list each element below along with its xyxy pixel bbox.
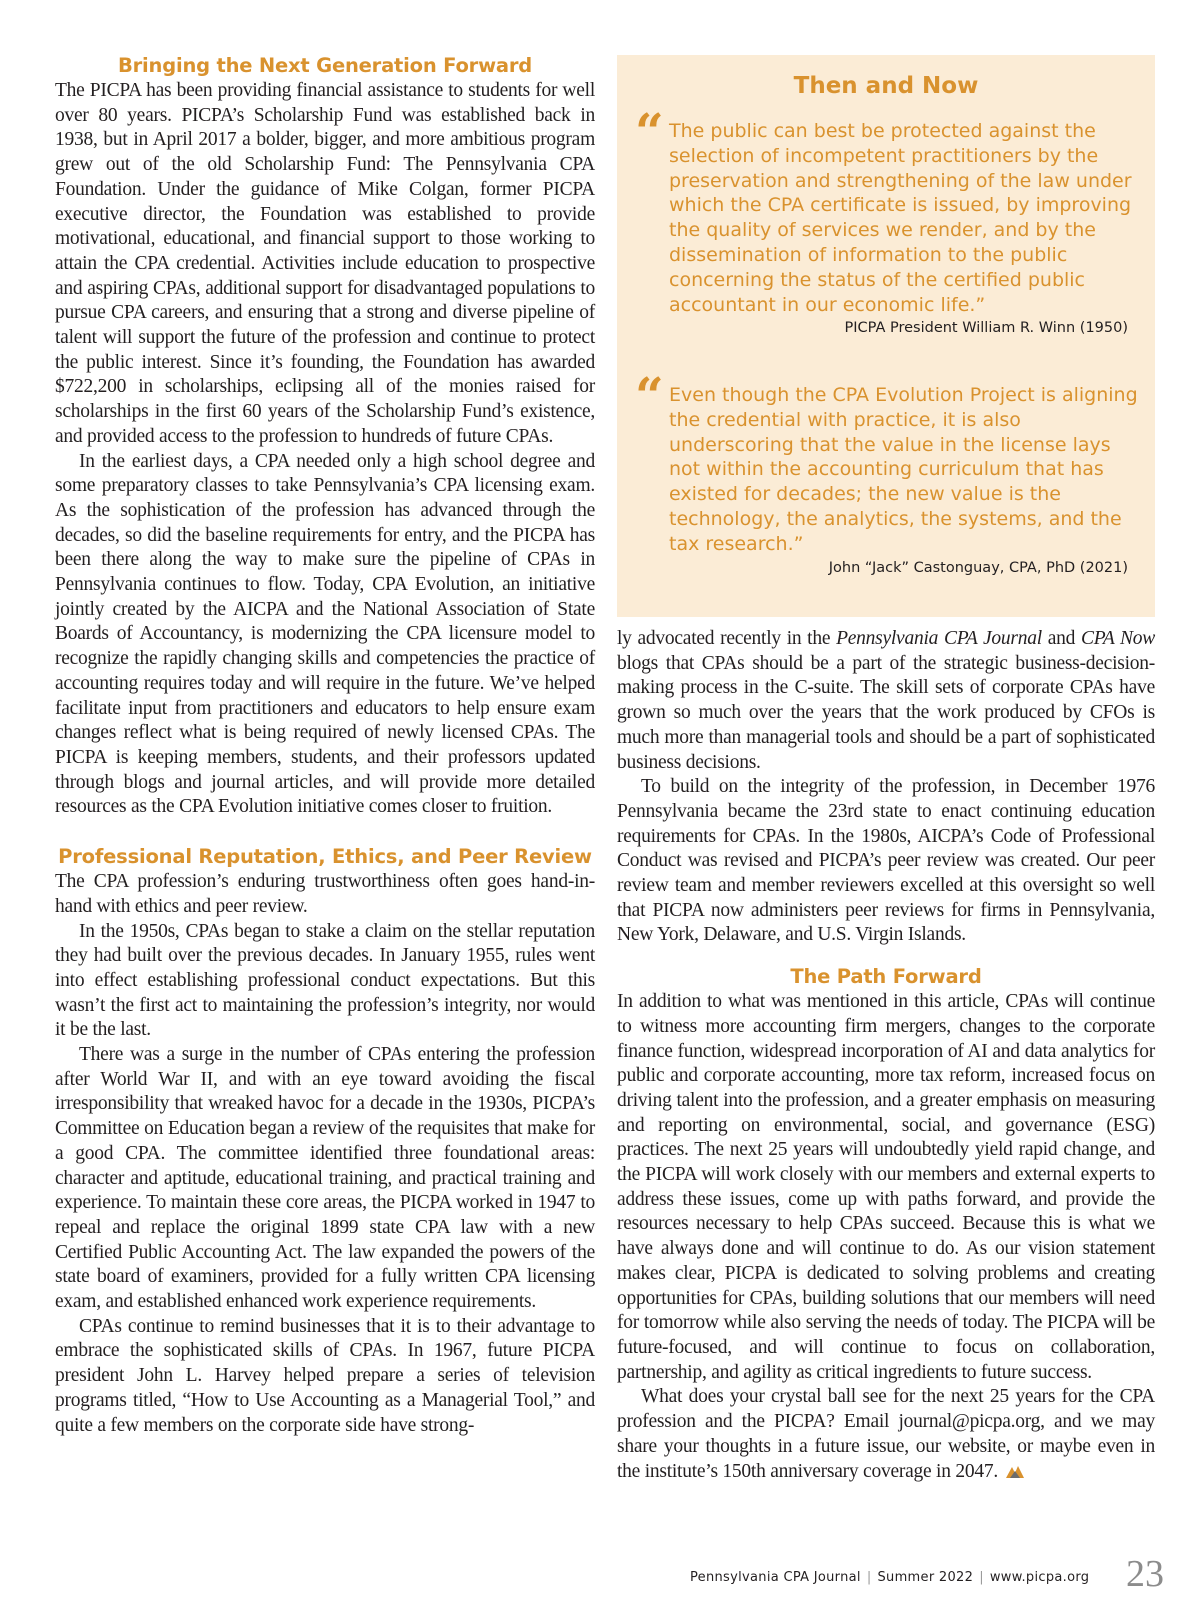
quote-mark-icon: “ <box>635 366 664 425</box>
then-and-now-sidebar <box>617 55 1155 617</box>
paragraph: There was a surge in the number of CPAs entering the profession after World War II, and with an eye toward avoiding the fiscal irresponsibility that wreaked havoc for a decade in the 1930s, PICPA’s Committee on Education began a review of the requisites that make for a good CPA. The committee identified three foundational areas: character and aptitude, educational training, and practical training and experience. To maintain these core areas, the PICPA worked in 1947 to repeal and replace the original 1899 state CPA law with a new Certified Public Accounting Act. The law expanded the powers of the state board of examiners, provided for a fully written CPA licensing exam, and established enhanced work experience requirements. <box>55 1044 595 1313</box>
paragraph: To build on the integrity of the profession, in December 1976 Pennsylvania became the 23rd state to enact continuing education requirements for CPAs. In the 1980s, AICPA’s Code of Professional Conduct was revised and PICPA’s peer review was created. Our peer review team and member reviewers excelled at this oversight so well that PICPA now administers peer reviews for firms in Pennsylvania, New York, Delaware, and U.S. Virgin Islands. <box>617 776 1155 946</box>
text-run: What does your crystal ball see for the next 25 years for the CPA profession and the PICPA? Email journal@picpa.org, and we may share your thoughts in a future issue, our website, or maybe even in the institute’s 150th anniversary coverage in 2047. <box>617 1386 1155 1482</box>
text-run: and <box>1041 628 1081 649</box>
page-footer <box>690 1553 1180 1598</box>
footer-text <box>690 1570 1089 1585</box>
cpa-now-title: CPA Now <box>1080 628 1155 649</box>
section-heading-path-forward: The Path Forward <box>790 965 982 989</box>
footer-issue: Summer 2022 <box>877 1570 974 1585</box>
quote-attribution-winn: PICPA President William R. Winn (1950) <box>844 320 1128 336</box>
paragraph: In addition to what was mentioned in this article, CPAs will continue to witness more accounting firm mergers, changes to the corporate finance function, widespread incorporation of AI and data analytics for public and corporate accounting, more tax reform, increased focus on driving talent into the profession, and a greater emphasis on measuring and reporting on environmental, social, and governance (ESG) practices. The next 25 years will undoubtedly yield rapid change, and the PICPA will work closely with our members and external experts to address these issues, come up with paths forward, and provide the resources necessary to help CPAs succeed. Because this is what we have always done and will continue to do. As our vision statement makes clear, PICPA is dedicated to solving problems and creating opportunities for CPAs, building solutions that our members will need for tomorrow while also serving the needs of today. The PICPA will be future-focused, and will continue to focus on collaboration, partnership, and agility as critical ingredients to future success. <box>617 991 1155 1383</box>
journal-title: Pennsylvania CPA Journal <box>836 628 1042 649</box>
sidebar-title: Then and Now <box>793 73 979 99</box>
text-run: ly advocated recently in the <box>617 628 837 649</box>
paragraph: In the earliest days, a CPA needed only a high school degree and some preparatory classes to take Pennsylvania’s CPA licensing exam. As the sophistication of the profession has advanced through the decades, so did the baseline requirements for entry, and the PICPA has been there along the way to make sure the pipeline of CPAs in Pennsylvania continues to flow. Today, CPA Evolution, an initiative jointly created by the AICPA and the National Association of State Boards of Accountancy, is modernizing the CPA licensure model to recognize the rapidly changing skills and competencies the practice of accounting requires today and will require in the future. We’ve helped facilitate input from practitioners and educators to help ensure exam changes reflect what is being required of newly licensed CPAs. The PICPA is keeping members, students, and their professors updated through blogs and journal articles, and will provide more detailed resources as the CPA Evolution initiative comes closer to fruition. <box>55 450 595 818</box>
page-number: 23 <box>1126 1553 1164 1595</box>
footer-separator: | <box>979 1570 984 1585</box>
paragraph: The PICPA has been providing financial assistance to students for well over 80 years. PICPA’s Scholarship Fund was established back in 1938, but in April 2017 a bolder, bigger, and more ambitious program grew out of the old Scholarship Fund: The Pennsylvania CPA Foundation. Under the guidance of Mike Colgan, former PICPA executive director, the Foundation was established to provide motivational, educational, and financial support to those working to attain the CPA credential. Activities include education to prospective and aspiring CPAs, additional support for disadvantaged populations to pursue CPA careers, and ensuring that a strong and diverse pipeline of talent will support the future of the profession and continue to protect the public interest. Since it’s founding, the Foundation has awarded $722,200 in scholarships, eclipsing all of the monies raised for scholarships in the first 60 years of the Scholarship Fund’s existence, and provided access to the profession to hundreds of future CPAs. <box>55 80 595 447</box>
quote-mark-icon: “ <box>635 102 664 161</box>
quote-winn: The public can best be protected against the selection of incompetent practitioners by the preservation and strengthening of the law under which the CPA certificate is issued, by improving the quality of services we render, and by the dissemination of information to the public concerning the status of the certified public accountant in our economic life.” <box>669 120 1132 316</box>
footer-website: www.picpa.org <box>989 1570 1090 1585</box>
paragraph: CPAs continue to remind businesses that it is to their advantage to embrace the sophisticated skills of CPAs. In 1967, future PICPA president John L. Harvey helped prepare a series of television programs titled, “How to Use Accounting as a Managerial Tool,” and quite a few members on the corporate side have strong- <box>55 1315 595 1436</box>
quote-castonguay: Even though the CPA Evolution Project is aligning the credential with practice, it is also underscoring that the value in the license lays not within the accounting curriculum that has existed for decades; the new value is the technology, the analytics, the systems, and the tax research.” <box>669 384 1138 555</box>
paragraph: In the 1950s, CPAs began to stake a claim on the stellar reputation they had built over the previous decades. In January 1955, rules went into effect establishing professional conduct expectations. But this wasn’t the first act to maintaining the profession’s integrity, nor would it be the last. <box>55 920 595 1041</box>
left-column <box>55 53 595 1438</box>
section-heading-reputation-ethics: Professional Reputation, Ethics, and Peer Review <box>58 845 592 869</box>
right-column <box>617 627 1155 1484</box>
end-mark-icon <box>1004 1464 1026 1480</box>
paragraph: The CPA profession’s enduring trustworthiness often goes hand-in-hand with ethics and peer review. <box>55 871 595 917</box>
footer-publication: Pennsylvania CPA Journal <box>690 1570 861 1585</box>
paragraph <box>617 1385 1155 1484</box>
text-run: blogs that CPAs should be a part of the strategic business-decision-making process in the C-suite. The skill sets of corporate CPAs have grown so much over the years that the work produced by CFOs is much more than managerial tools and should be a part of sophisticated business decisions. <box>617 652 1155 773</box>
quote-attribution-castonguay: John “Jack” Castonguay, CPA, PhD (2021) <box>828 560 1128 576</box>
footer-separator: | <box>866 1570 872 1585</box>
section-heading-next-generation: Bringing the Next Generation Forward <box>117 54 533 77</box>
paragraph <box>617 627 1155 775</box>
